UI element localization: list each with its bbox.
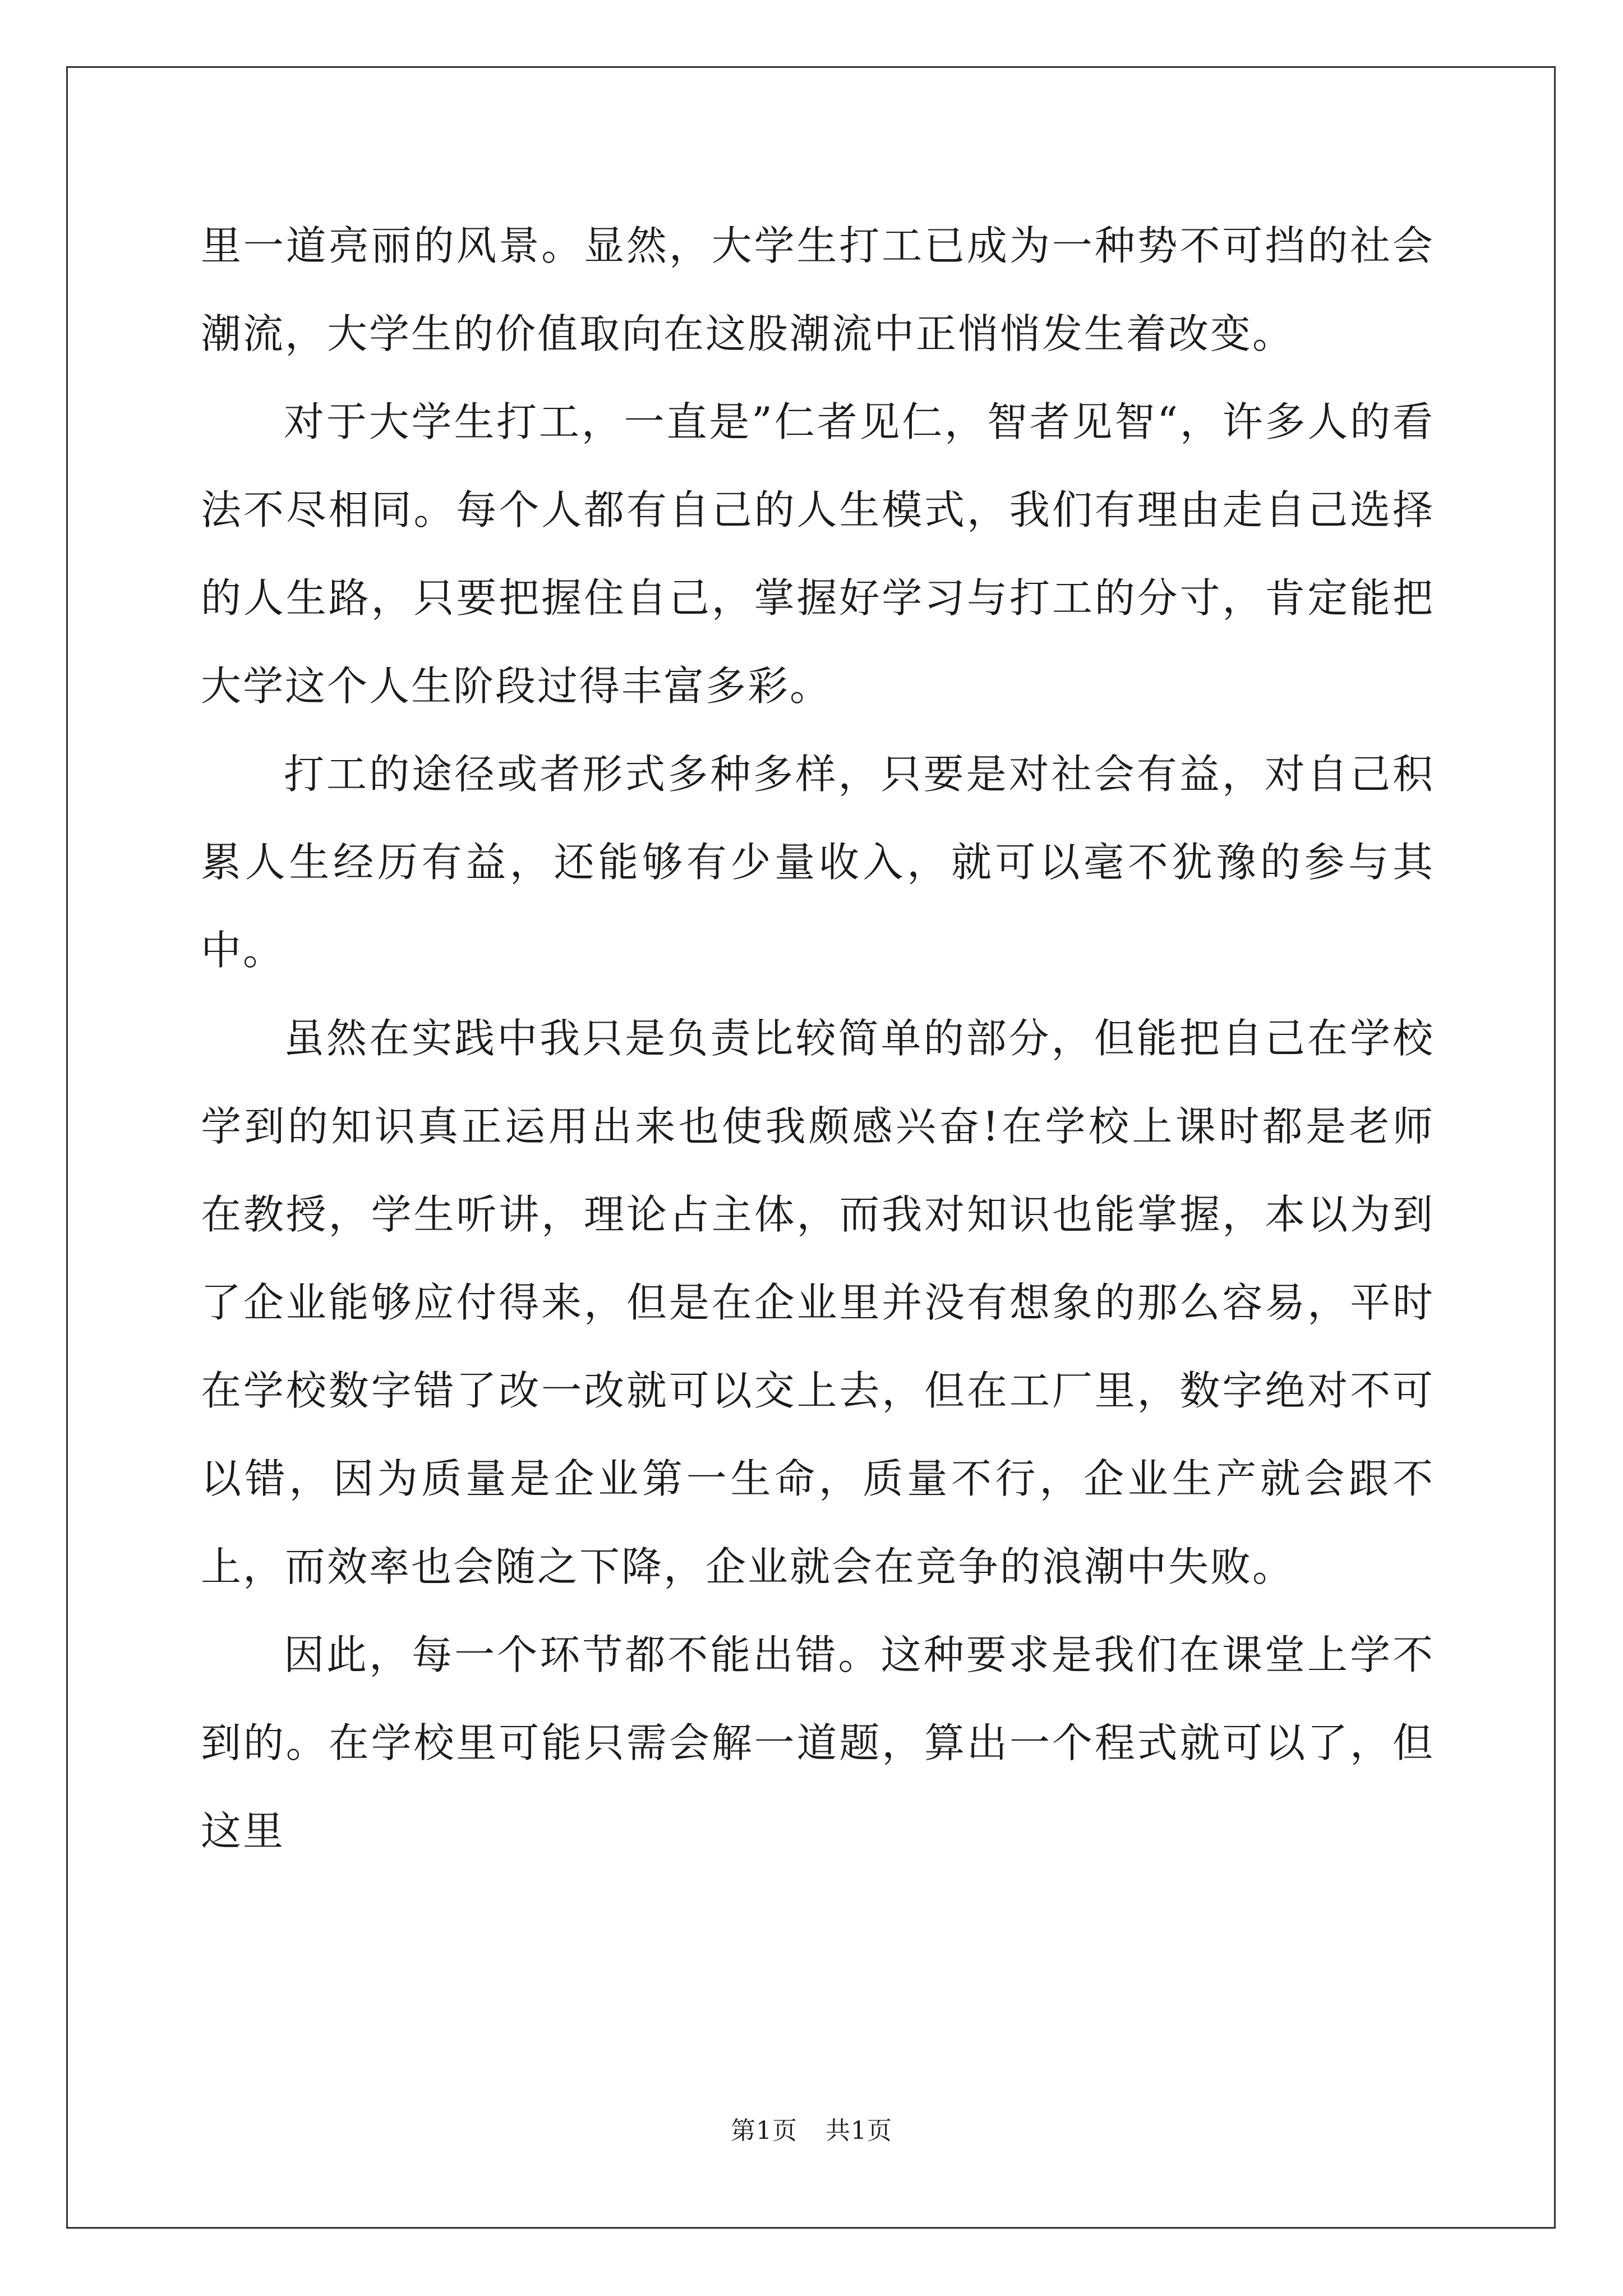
paragraph-1: 里一道亮丽的风景。显然，大学生打工已成为一种势不可挡的社会潮流，大学生的价值取向在这股潮流中正悄悄发生着改变。 bbox=[201, 222, 1435, 357]
document-body bbox=[201, 202, 1435, 1875]
page-total: 共1页 bbox=[826, 2116, 892, 2145]
paragraph-2: 对于大学生打工，一直是”仁者见仁，智者见智“，许多人的看法不尽相同。每个人都有自己的人生模式，我们有理由走自己选择的人生路，只要把握住自己，掌握好学习与打工的分寸，肯定能把大学这个人生阶段过得丰富多彩。 bbox=[201, 398, 1435, 710]
page-number: 第1页 bbox=[731, 2116, 797, 2145]
paragraph-4: 虽然在实践中我只是负责比较简单的部分，但能把自己在学校学到的知识真正运用出来也使我颇感兴奋!在学校上课时都是老师在教授，学生听讲，理论占主体，而我对知识也能掌握，本以为到了企业能够应付得来，但是在企业里并没有想象的那么容易，平时在学校数字错了改一改就可以交上去，但在工厂里，数字绝对不可以错，因为质量是企业第一生命，质量不行，企业生产就会跟不上，而效率也会随之下降，企业就会在竞争的浪潮中失败。 bbox=[201, 1015, 1435, 1590]
paragraph-5: 因此，每一个环节都不能出错。这种要求是我们在课堂上学不到的。在学校里可能只需会解一道题，算出一个程式就可以了，但这里 bbox=[201, 1631, 1435, 1855]
paragraph-3: 打工的途径或者形式多种多样，只要是对社会有益，对自己积累人生经历有益，还能够有少量收入，就可以毫不犹豫的参与其中。 bbox=[201, 751, 1435, 974]
page-footer bbox=[0, 2110, 1623, 2146]
